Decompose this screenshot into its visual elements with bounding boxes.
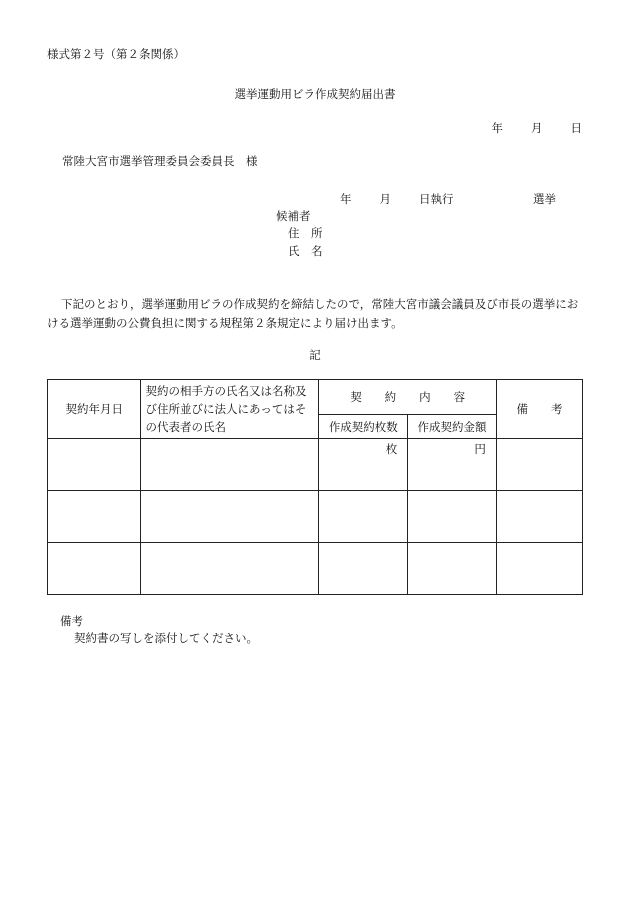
header-contract-party: 契約の相手方の氏名又は名称及び住所並びに法人にあってはその代表者の氏名 <box>141 380 319 439</box>
header-contract-content: 契 約 内 容 <box>319 380 496 415</box>
submission-date <box>492 120 583 136</box>
cell-party[interactable] <box>141 543 319 595</box>
cell-amount[interactable] <box>408 491 497 543</box>
document-title: 選挙運動用ビラ作成契約届出書 <box>234 87 396 101</box>
election-year: 年 <box>340 192 352 206</box>
election-day-held: 日執行 <box>419 192 454 206</box>
contract-table <box>47 379 583 595</box>
date-day: 日 <box>570 121 582 135</box>
remarks-label: 備考 <box>60 614 83 628</box>
table-row <box>48 491 583 543</box>
cell-remarks[interactable] <box>496 439 582 491</box>
cell-date[interactable] <box>48 543 141 595</box>
cell-sheets[interactable] <box>319 543 408 595</box>
election-month: 月 <box>379 192 391 206</box>
body-text: 下記のとおり，選挙運動用ビラの作成契約を締結したので，常陸大宮市議会議員及び市長の選挙における選挙運動の公費負担に関する規程第２条規定により届け出ます。 <box>47 297 579 330</box>
cell-party[interactable] <box>141 491 319 543</box>
candidate-address-label: 住 所 <box>288 226 323 240</box>
form-number: 様式第２号（第２条関係） <box>47 47 185 61</box>
candidate-name-label: 氏 名 <box>288 244 323 258</box>
cell-date[interactable] <box>48 491 141 543</box>
unit-sheets: 枚 <box>385 441 398 456</box>
cell-remarks[interactable] <box>496 543 582 595</box>
cell-sheets[interactable] <box>319 439 408 491</box>
unit-amount: 円 <box>474 441 486 456</box>
addressee: 常陸大宮市選挙管理委員会委員長 様 <box>62 154 258 168</box>
date-month: 月 <box>531 121 543 135</box>
cell-amount[interactable] <box>408 543 497 595</box>
cell-party[interactable] <box>141 439 319 491</box>
header-remarks: 備 考 <box>496 380 582 439</box>
cell-date[interactable] <box>48 439 141 491</box>
header-sheet-count: 作成契約枚数 <box>319 415 408 439</box>
table-row <box>48 439 583 491</box>
cell-sheets[interactable] <box>319 491 408 543</box>
candidate-label: 候補者 <box>276 209 311 223</box>
remarks-text: 契約書の写しを添付してください。 <box>74 631 258 645</box>
header-contract-date: 契約年月日 <box>48 380 141 439</box>
cell-amount[interactable] <box>408 439 497 491</box>
ki-heading: 記 <box>309 348 321 362</box>
table-row <box>48 543 583 595</box>
cell-remarks[interactable] <box>496 491 582 543</box>
header-amount: 作成契約金額 <box>408 415 497 439</box>
election-label: 選挙 <box>533 192 556 206</box>
date-year: 年 <box>491 121 503 135</box>
election-date <box>340 191 454 207</box>
